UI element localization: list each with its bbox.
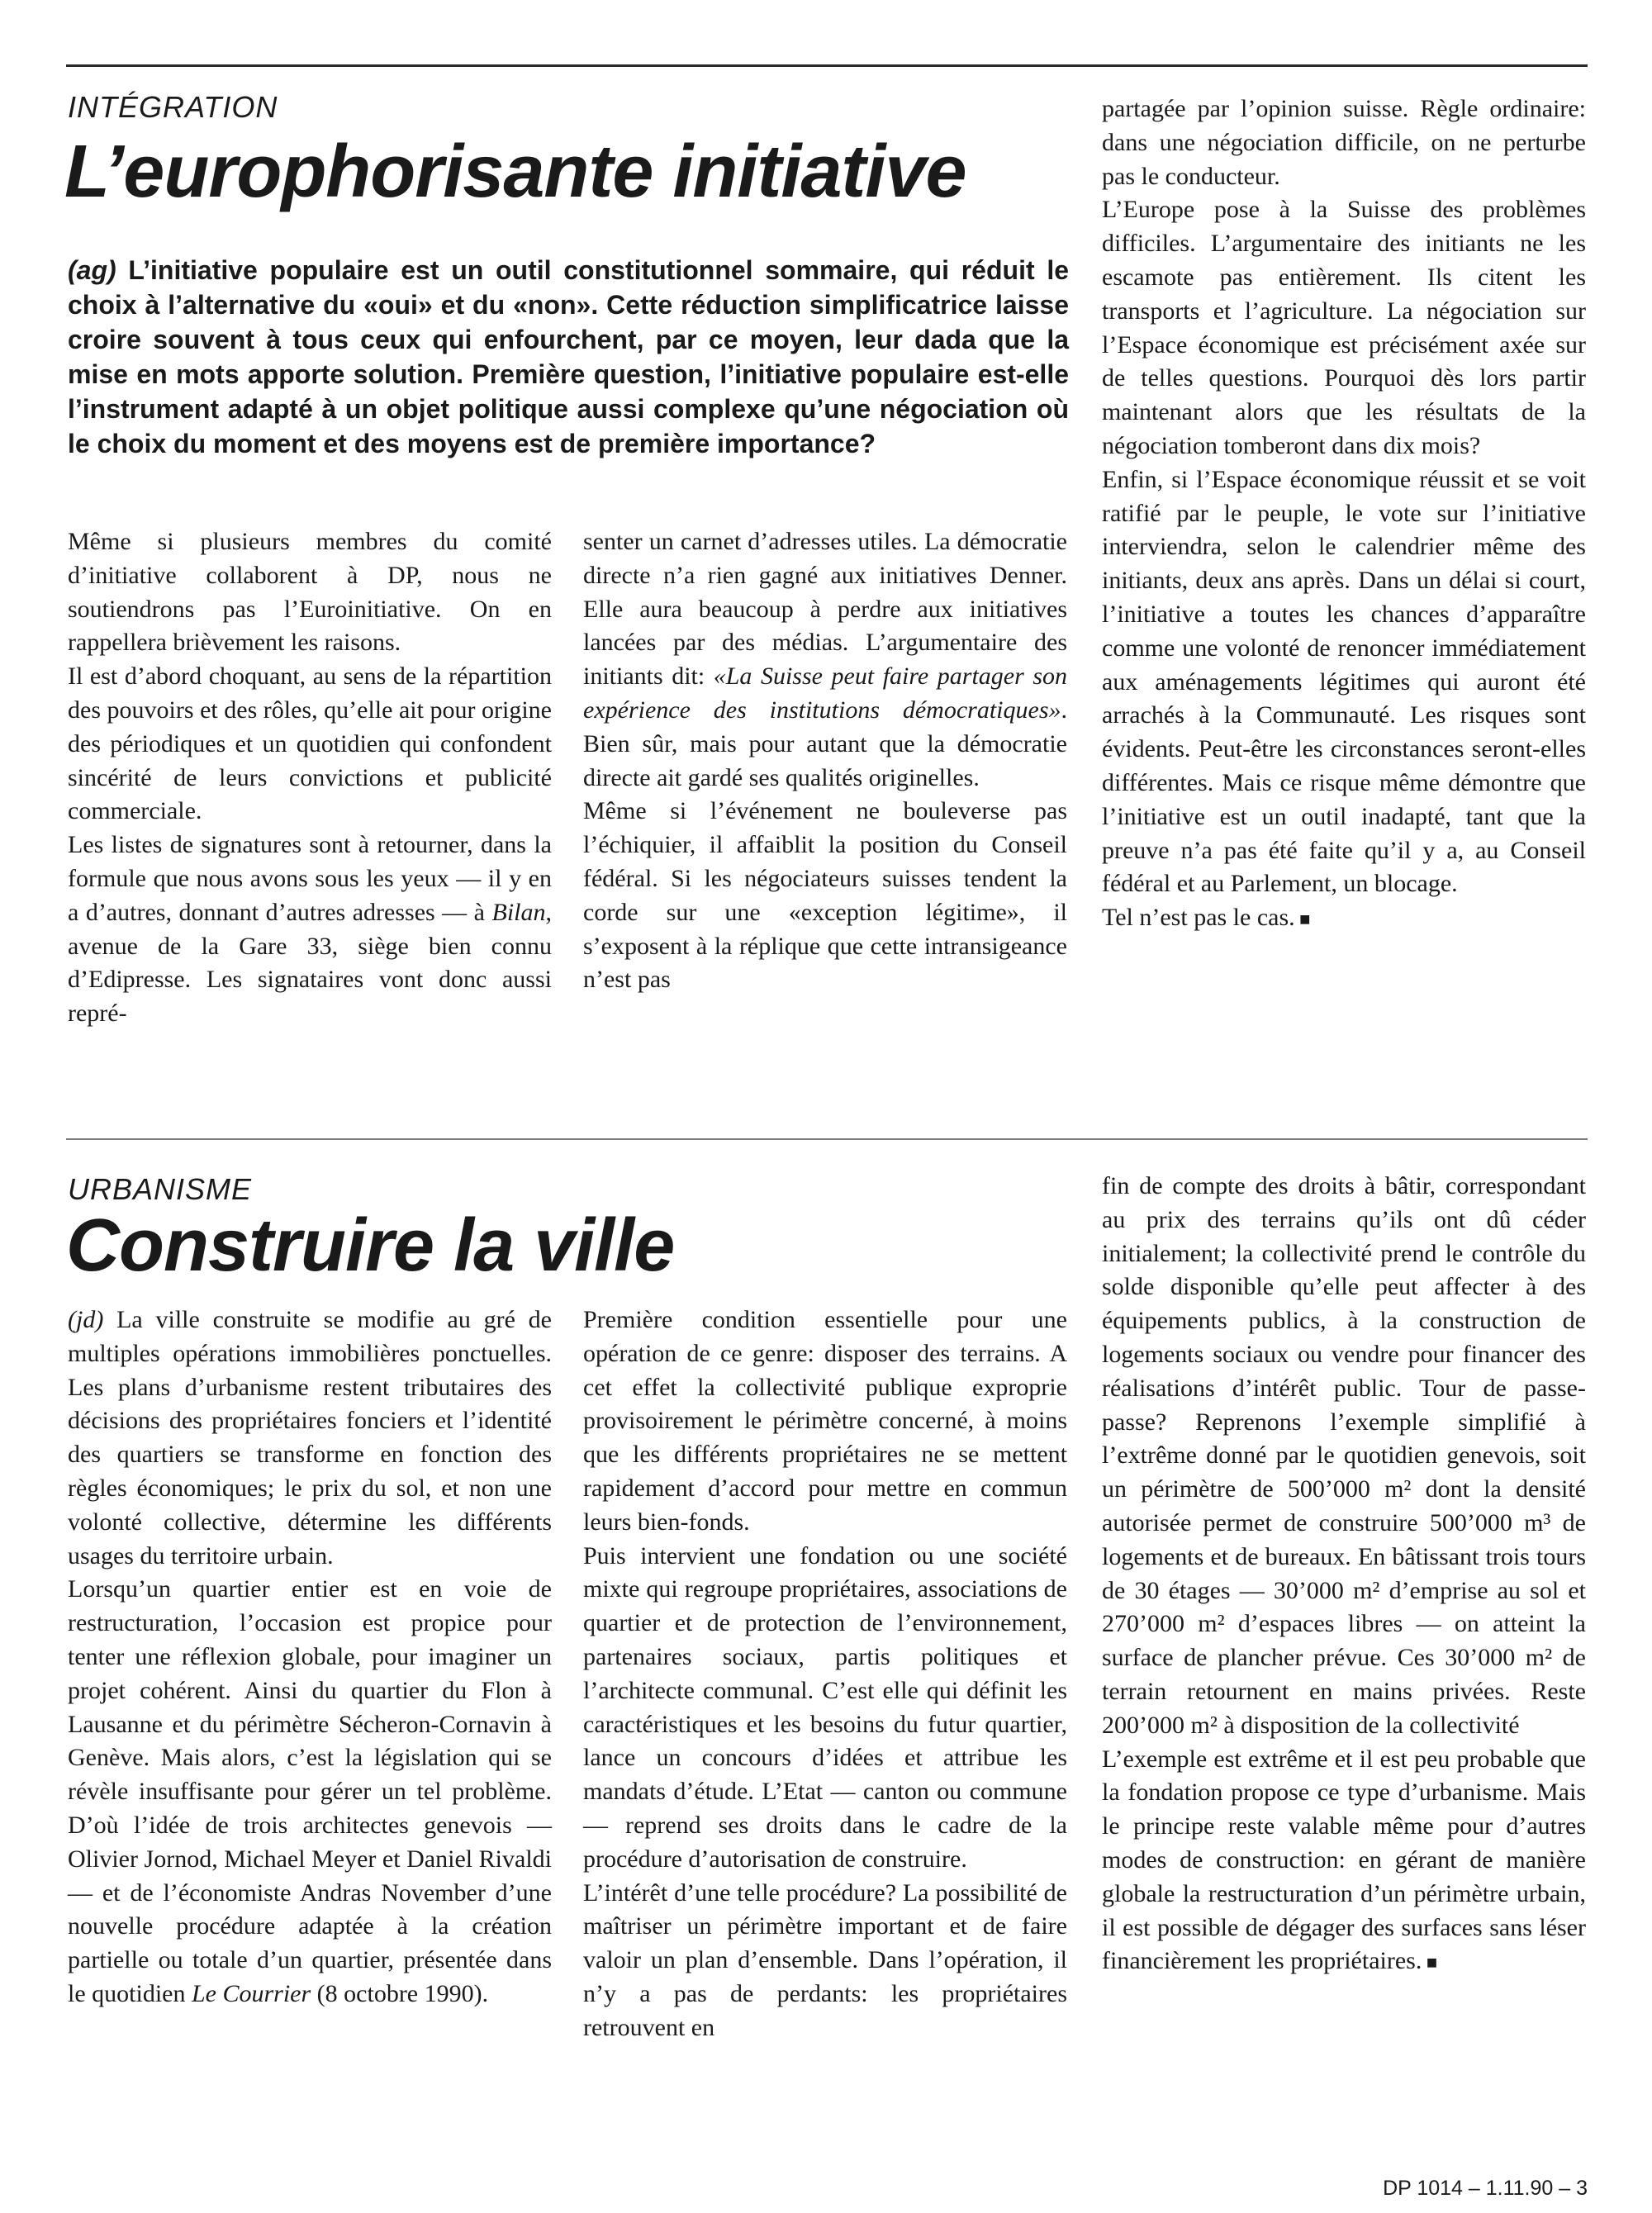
article1-column-2 xyxy=(583,525,1067,997)
article2-column-2 xyxy=(583,1304,1067,2045)
paragraph-end: L’exemple est extrême et il est peu probable que la fondation propose ce type d’urbanisme. Mais le principe reste valable même pour d’autres modes de construction: en gérant de manière globale la restructuration d’un périmètre urbain, il est possible de dégager des surfaces sans léser financièrement les propriétaires. ■ xyxy=(1102,1743,1586,1981)
article2-column-1 xyxy=(68,1304,552,2011)
quotation: «La Suisse peut faire partager son expérience des institutions démocratiques» xyxy=(583,662,1067,724)
paragraph xyxy=(583,525,1067,795)
article1-column-3 xyxy=(1102,93,1586,937)
lead-text: L’initiative populaire est un outil constitutionnel sommaire, qui réduit le choix à l’alternative du «oui» et du «non». Cette réduction simplificatrice laisse croire souvent à tous ceux qui enfourchent, par ce moyen, leur dada que la mise en mots apporte solution. Première question, l’initiative populaire est-elle l’instrument adapté à un objet politique aussi complexe qu’une négociation où le choix du moment et des moyens est de première importance? xyxy=(68,255,1069,458)
text: Les listes de signatures sont à retourner, dans la formule que nous avons sous les yeux — il y en a d’autres, donnant d’autres adresses — à xyxy=(68,831,552,926)
paragraph xyxy=(68,1573,552,2011)
text: La ville construite se modifie au gré de multiples opérations immobilières ponctuelles. Les plans d’urbanisme restent tributaires des décisions des propriétaires fonciers et l’identité des quartiers se transforme en fonction des règles économiques; le prix du sol, et non une volonté collective, détermine les différents usages du territoire urbain. xyxy=(68,1306,552,1570)
lead-author-tag: (ag) xyxy=(68,255,116,285)
text: , avenue de la Gare 33, siège bien connu d’Edipresse. Les signataires vont donc aussi repré- xyxy=(68,898,552,1028)
paragraph: fin de compte des droits à bâtir, correspondant au prix des terrains qu’ils ont dû céder initialement; la collectivité prend le contrôle du solde disponible qu’elle peut affecter à des équipements publics, à la construction de logements sociaux ou vendre pour financer des réalisations d’intérêt public. Tour de passe-passe? Reprenons l’exemple simplifié à l’extrême donné par le quotidien genevois, soit un périmètre de 500’000 m² dont la densité autorisée permet de construire 500’000 m³ de logements et de bureaux. En bâtissant trois tours de 30 étages — 30’000 m² d’emprise au sol et 270’000 m² d’espaces libres — on atteint la surface de plancher prévue. Ces 30’000 m² de terrain retournent en mains privées. Reste 200’000 m² à disposition de la collectivité xyxy=(1102,1172,1586,1739)
paragraph: Enfin, si l’Espace économique réussit et se voit ratifié par le peuple, le vote sur l’initiative interviendra, selon le calendrier même des initiants, deux ans après. Dans un délai si court, l’initiative a toutes les chances d’apparaître comme une volonté de renoncer immédiatement aux aménagements légitimes qui auront été arrachés à la Communauté. Les risques sont évidents. Peut-être les circonstances seront-elles différentes. Mais ce risque même démontre que l’initiative est un outil inadapté, tant que la preuve n’a pas été faite qu’il y a, au Conseil fédéral et au Parlement, un blocage. xyxy=(1102,465,1586,898)
text: senter un carnet d’adresses utiles. La démocratie directe n’a rien gagné aux initiatives Denner. Elle aura beaucoup à perdre aux initiatives lancées par des médias. L’argumentaire des initiants dit: xyxy=(583,528,1067,691)
author-tag: (jd) xyxy=(68,1306,104,1333)
article1-column-1 xyxy=(68,525,552,1031)
article1-kicker: INTÉGRATION xyxy=(68,90,278,124)
article2-column-3 xyxy=(1102,1170,1586,1980)
paragraph: Puis intervient une fondation ou une société mixte qui regroupe propriétaires, associations de quartier et de protection de l’environnement, partenaires sociaux, partis politiques et l’architecte communal. C’est elle qui définit les caractéristiques et les besoins du futur quartier, lance un concours d’idées et attribue les mandats d’étude. L’Etat — canton ou commune — reprend ses droits dans le cadre de la procédure d’autorisation de construire. xyxy=(583,1541,1067,1873)
article2-headline: Construire la ville xyxy=(66,1204,675,1287)
article2-kicker: URBANISME xyxy=(68,1172,253,1206)
text: . Bien sûr, mais pour autant que la démocratie directe ait gardé ses qualités originelles. xyxy=(583,696,1067,791)
text: (8 octobre 1990). xyxy=(311,1979,489,2007)
publication-name: Bilan xyxy=(491,898,546,926)
paragraph: Même si plusieurs membres du comité d’initiative collaborent à DP, nous ne soutiendrons pas l’Euroinitiative. On en rappellera brièvement les raisons. xyxy=(68,528,552,657)
paragraph: Il est d’abord choquant, au sens de la répartition des pouvoirs et des rôles, qu’elle ait pour origine des périodiques et un quotidien qui confondent sincérité de leurs convictions et publicité commerciale. xyxy=(68,662,552,825)
text: Lorsqu’un quartier entier est en voie de restructuration, l’occasion est propice pour tenter une réflexion globale, pour imaginer un projet cohérent. Ainsi du quartier du Flon à Lausanne et du périmètre Sécheron-Cornavin à Genève. Mais alors, c’est la législation qui se révèle insuffisante pour gérer un tel problème. D’où l’idée de trois architectes genevois — Olivier Jornod, Michael Meyer et Daniel Rivaldi — et de l’économiste Andras November d’une nouvelle procédure adaptée à la création partielle ou totale d’un quartier, présentée dans le quotidien xyxy=(68,1575,552,2007)
section-rule xyxy=(66,1138,1588,1140)
paragraph: Première condition essentielle pour une opération de ce genre: disposer des terrains. A cet effet la collectivité publique exproprie provisoirement le périmètre concerné, à moins que les différents propriétaires ne se mettent rapidement d’accord pour mettre en commun leurs bien-fonds. xyxy=(583,1306,1067,1536)
paragraph-end: Tel n’est pas le cas. ■ xyxy=(1102,901,1586,937)
top-rule xyxy=(66,64,1588,67)
paragraph xyxy=(68,1304,552,1573)
paragraph xyxy=(68,829,552,1031)
page-footer: DP 1014 – 1.11.90 – 3 xyxy=(1383,2177,1588,2200)
paragraph: L’Europe pose à la Suisse des problèmes difficiles. L’argumentaire des initiants ne les escamote pas entièrement. Ils citent les transports et l’agriculture. La négociation sur l’Espace économique est précisément axée sur de telles questions. Pourquoi dès lors partir maintenant alors que les résultats de la négociation tomberont dans dix mois? xyxy=(1102,196,1586,459)
publication-name: Le Courrier xyxy=(191,1979,311,2007)
article1-headline: L’europhorisante initiative xyxy=(64,131,966,213)
paragraph: Même si l’événement ne bouleverse pas l’échiquier, il affaiblit la position du Conseil fédéral. Si les négociateurs suisses tendent la corde sur une «exception légitime», il s’exposent à la réplique que cette intransigeance n’est pas xyxy=(583,797,1067,994)
paragraph: partagée par l’opinion suisse. Règle ordinaire: dans une négociation difficile, on ne perturbe pas le conducteur. xyxy=(1102,95,1586,190)
article1-lead xyxy=(68,253,1069,461)
paragraph: L’intérêt d’une telle procédure? La possibilité de maîtriser un périmètre important et de faire valoir un plan d’ensemble. Dans l’opération, il n’y a pas de perdants: les propriétaires retrouvent en xyxy=(583,1878,1067,2041)
